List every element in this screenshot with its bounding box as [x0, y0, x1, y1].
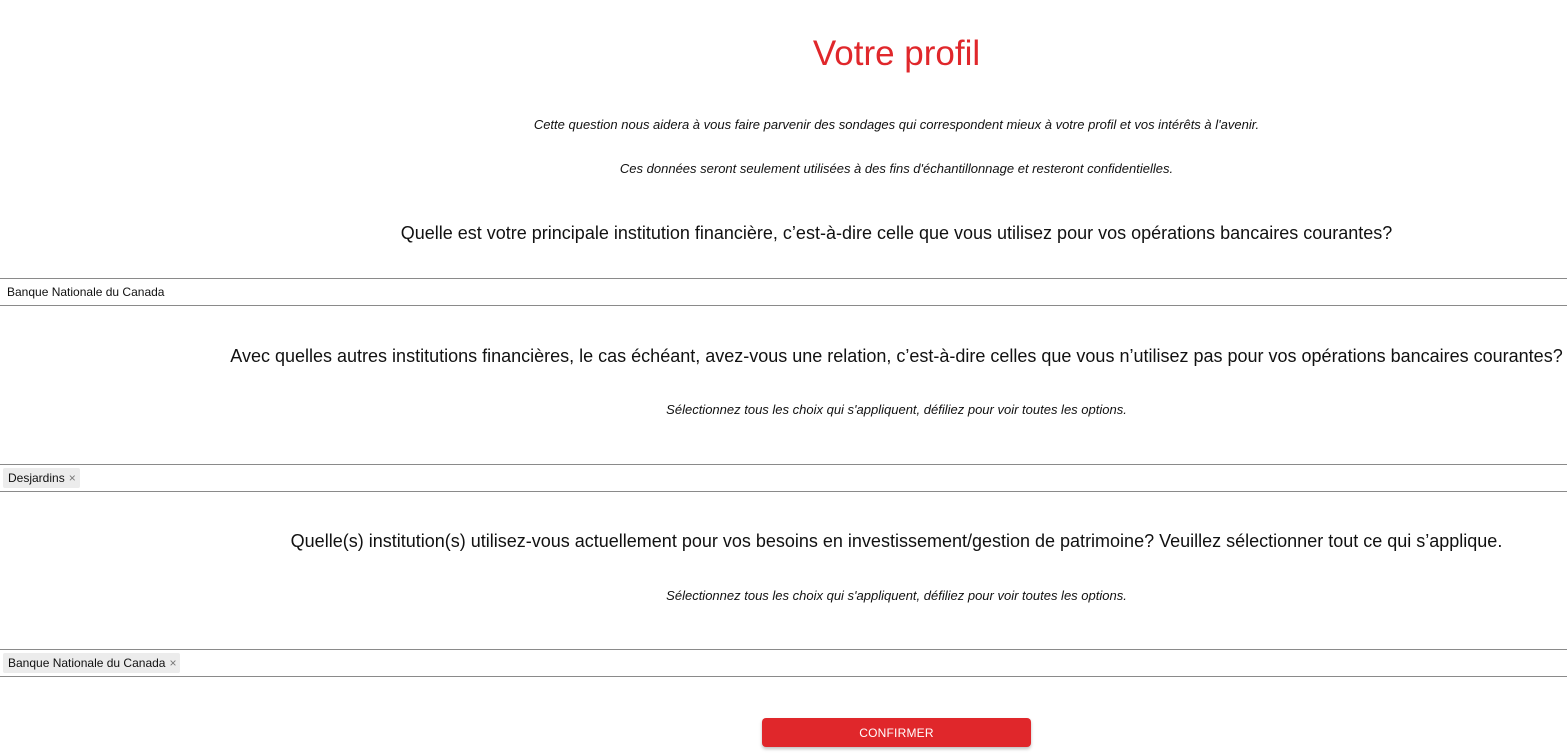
main-institution-select[interactable] — [0, 278, 1567, 306]
investment-institutions-multiselect[interactable] — [0, 649, 1567, 677]
investment-institutions-hint: Sélectionnez tous les choix qui s'appliquent, défiliez pour voir toutes les options. — [666, 588, 1127, 603]
question-other-institutions: Avec quelles autres institutions financières, le cas échéant, avez-vous une relation, c’est-à-dire celles que vous n’utilisez pas pour vos opérations bancaires courantes? — [230, 346, 1563, 366]
tag-label: Banque Nationale du Canada — [8, 656, 166, 670]
question-main-institution: Quelle est votre principale institution financière, c’est-à-dire celle que vous utilisez pour vos opérations bancaires courantes? — [400, 223, 1393, 243]
question-investment-institutions: Quelle(s) institution(s) utilisez-vous actuellement pour vos besoins en investissement/gestion de patrimoine? Veuillez sélectionner tout ce qui s’applique. — [290, 531, 1503, 551]
remove-tag-icon[interactable]: × — [169, 656, 177, 670]
remove-tag-icon[interactable]: × — [68, 471, 76, 485]
other-institutions-multiselect[interactable] — [0, 464, 1567, 492]
page-title: Votre profil — [812, 34, 981, 73]
tag-label: Desjardins — [8, 471, 65, 485]
privacy-text: Ces données seront seulement utilisées à des fins d'échantillonnage et resteront confidentielles. — [619, 161, 1174, 176]
confirm-button[interactable]: CONFIRMER — [762, 718, 1031, 747]
selected-tag — [3, 468, 80, 488]
selected-tag — [3, 653, 180, 673]
other-institutions-hint: Sélectionnez tous les choix qui s'appliquent, défiliez pour voir toutes les options. — [666, 402, 1127, 417]
main-institution-value: Banque Nationale du Canada — [7, 285, 165, 299]
intro-text: Cette question nous aidera à vous faire parvenir des sondages qui correspondent mieux à votre profil et vos intérêts à l'avenir. — [533, 117, 1260, 132]
